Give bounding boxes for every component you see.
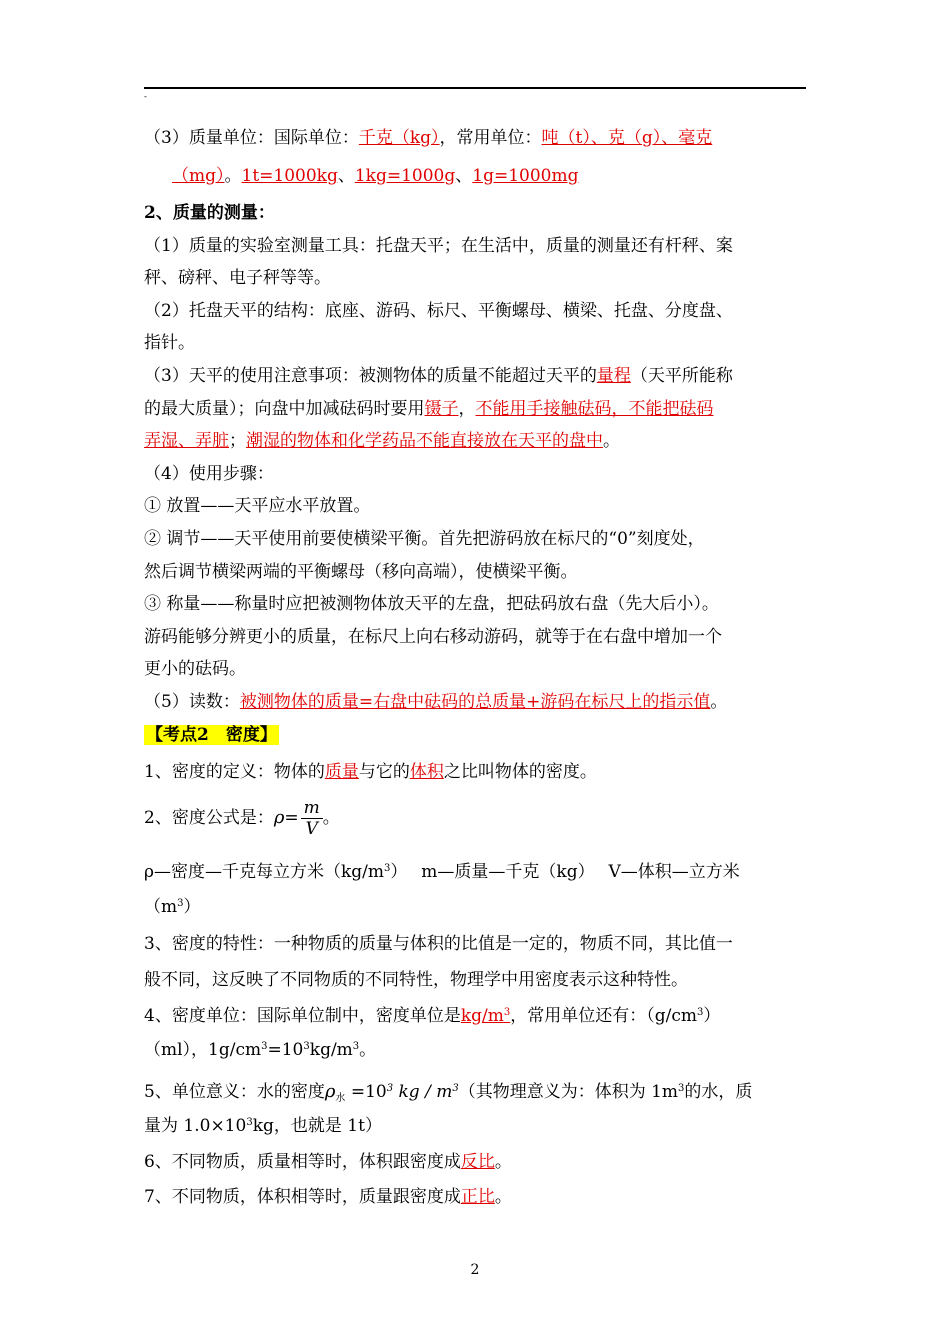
text: ，常用单位还有：（g/cm (510, 1006, 697, 1026)
paragraph-line: 游码能够分辨更小的质量，在标尺上向右移动游码，就等于在右盘中增加一个 (144, 627, 722, 647)
text: ， (458, 399, 476, 419)
text: ，常用单位： (439, 128, 542, 148)
rho-symbol: ρ (273, 807, 285, 828)
section-heading-density (144, 725, 279, 745)
superscript: 3 (261, 1041, 268, 1052)
superscript: 3 (503, 1007, 511, 1018)
rho-symbol: ρ (324, 1081, 336, 1102)
line-mass-conversions (172, 166, 578, 186)
text: 、 (455, 166, 473, 186)
superscript: 3 (384, 863, 391, 874)
superscript: 3 (352, 1041, 360, 1052)
paragraph-line (144, 692, 727, 712)
text: 4、密度单位：国际单位制中，密度单位是 (144, 1006, 461, 1026)
text: （m (144, 897, 178, 917)
text: （5）读数： (144, 692, 240, 712)
text: ） (183, 897, 201, 917)
paragraph-line (144, 897, 201, 917)
paragraph-line (144, 1116, 382, 1136)
text: 6、不同物质，质量相等时，体积跟密度成 (144, 1152, 461, 1172)
superscript: 3 (246, 1117, 253, 1128)
page-number: 2 (470, 1262, 480, 1278)
superscript: 3 (386, 1083, 394, 1094)
answer-range: 量程 (596, 366, 631, 386)
text: 的最大质量）；向盘中加减砝码时要用 (144, 399, 425, 419)
paragraph-line: 秤、磅秤、电子秤等等。 (144, 268, 331, 288)
text: ） m—质量—千克（kg） V—体积—立方米 (390, 862, 740, 882)
answer-inverse: 反比 (460, 1152, 495, 1172)
text: 之比叫物体的密度。 (443, 762, 597, 782)
text: （天平所能称 (630, 366, 733, 386)
paragraph-line (144, 1006, 720, 1026)
superscript: 3 (452, 1083, 459, 1094)
text: ） (703, 1006, 721, 1026)
header-mark: - (144, 92, 147, 101)
answer-si-unit (461, 1006, 510, 1026)
numerator: m (301, 798, 323, 819)
paragraph-line (144, 862, 740, 882)
highlighted-heading: 【考点2 密度】 (146, 725, 277, 745)
water-density-formula (325, 1082, 459, 1102)
paragraph-line (144, 399, 714, 419)
text: 。 (494, 1187, 512, 1207)
line-mass-units (144, 128, 712, 148)
text: 。 (224, 166, 242, 186)
text: 的水，质 (684, 1082, 753, 1102)
answer-mass: 质量 (324, 762, 359, 782)
superscript: 3 (697, 1007, 704, 1018)
paragraph-line: （2）托盘天平的结构：底座、游码、标尺、平衡螺母、横梁、托盘、分度盘、 (144, 301, 733, 321)
header-rule (144, 87, 806, 89)
answer-conversion-3: 1g=1000mg (472, 166, 579, 186)
answer-conversion-1: 1t=1000kg (241, 166, 338, 186)
denominator: V (305, 819, 318, 839)
paragraph-line (144, 1152, 512, 1172)
text: （ml），1g/cm (144, 1040, 262, 1060)
paragraph-line (144, 1040, 376, 1060)
text: =10 (345, 1082, 387, 1102)
superscript: 3 (177, 898, 184, 909)
text: 1、密度的定义：物体的 (144, 762, 325, 782)
text: 7、不同物质，体积相等时，质量跟密度成 (144, 1187, 461, 1207)
paragraph-line (144, 1082, 752, 1109)
answer-kg: 千克（kg） (358, 128, 440, 148)
text: 2、密度公式是： (144, 808, 274, 828)
paragraph-line (144, 762, 597, 782)
text: 。 (603, 431, 620, 451)
text: kg / m (393, 1082, 453, 1102)
paragraph-line (144, 431, 620, 451)
answer-no-hands: 不能用手接触砝码，不能把砝码 (475, 399, 714, 419)
text: 量为 1.0×10 (144, 1116, 247, 1136)
superscript: 3 (303, 1041, 310, 1052)
paragraph-line: 更小的砝码。 (144, 659, 246, 679)
paragraph-line: 3、密度的特性：一种物质的质量与体积的比值是一定的，物质不同，其比值一 (144, 934, 733, 954)
text: ρ—密度—千克每立方米（kg/m (144, 862, 385, 882)
paragraph-line (144, 366, 733, 386)
text: （3）天平的使用注意事项：被测物体的质量不能超过天平的 (144, 366, 597, 386)
paragraph-line: 般不同，这反映了不同物质的不同特性，物理学中用密度表示这种特性。 (144, 970, 688, 990)
text: kg/m (309, 1040, 353, 1060)
answer-mg: （mg） (172, 166, 225, 186)
paragraph-line: 指针。 (144, 333, 195, 353)
text: 。 (494, 1152, 512, 1172)
answer-common-units: 吨（t）、克（g）、毫克 (541, 128, 713, 148)
text: kg，也就是 1t） (252, 1116, 382, 1136)
answer-direct: 正比 (460, 1187, 495, 1207)
text: =10 (267, 1040, 304, 1060)
paragraph-line: ③ 称量——称量时应把被测物体放天平的左盘，把砝码放右盘（先大后小）。 (144, 594, 719, 614)
paragraph-line (144, 1187, 512, 1207)
density-formula-line (144, 796, 340, 840)
answer-tweezers: 镊子 (424, 399, 459, 419)
answer-no-chemicals: 潮湿的物体和化学药品不能直接放在天平的盘中 (246, 431, 603, 451)
text: 5、单位意义：水的密度 (144, 1082, 325, 1102)
text: （其物理意义为：体积为 1m (458, 1082, 679, 1102)
paragraph-line: 然后调节横梁两端的平衡螺母（移向高端），使横梁平衡。 (144, 562, 578, 582)
density-fraction (301, 798, 323, 839)
answer-conversion-2: 1kg=1000g (354, 166, 456, 186)
paragraph-line: ① 放置——天平应水平放置。 (144, 496, 371, 516)
text: 、 (337, 166, 355, 186)
paragraph-line: （1）质量的实验室测量工具：托盘天平；在生活中，质量的测量还有杆秤、案 (144, 236, 733, 256)
superscript: 3 (678, 1083, 685, 1094)
answer-no-dirty: 弄湿、弄脏 (144, 431, 229, 451)
text: 。 (322, 808, 340, 828)
answer-volume: 体积 (409, 762, 444, 782)
text: 。 (359, 1040, 377, 1060)
text: ； (229, 431, 246, 451)
text: 。 (710, 692, 728, 712)
text: kg/m (460, 1006, 504, 1026)
paragraph-line: （4）使用步骤： (144, 464, 274, 484)
section-heading-measurement: 2、质量的测量： (144, 203, 275, 223)
equals-sign: = (284, 808, 299, 828)
text: （3）质量单位：国际单位： (144, 128, 359, 148)
text: 与它的 (358, 762, 410, 782)
paragraph-line: ② 调节——天平使用前要使横梁平衡。首先把游码放在标尺的“0”刻度处， (144, 529, 705, 549)
answer-reading: 被测物体的质量=右盘中砝码的总质量+游码在标尺上的指示值 (239, 692, 711, 712)
subscript: 水 (335, 1093, 346, 1104)
